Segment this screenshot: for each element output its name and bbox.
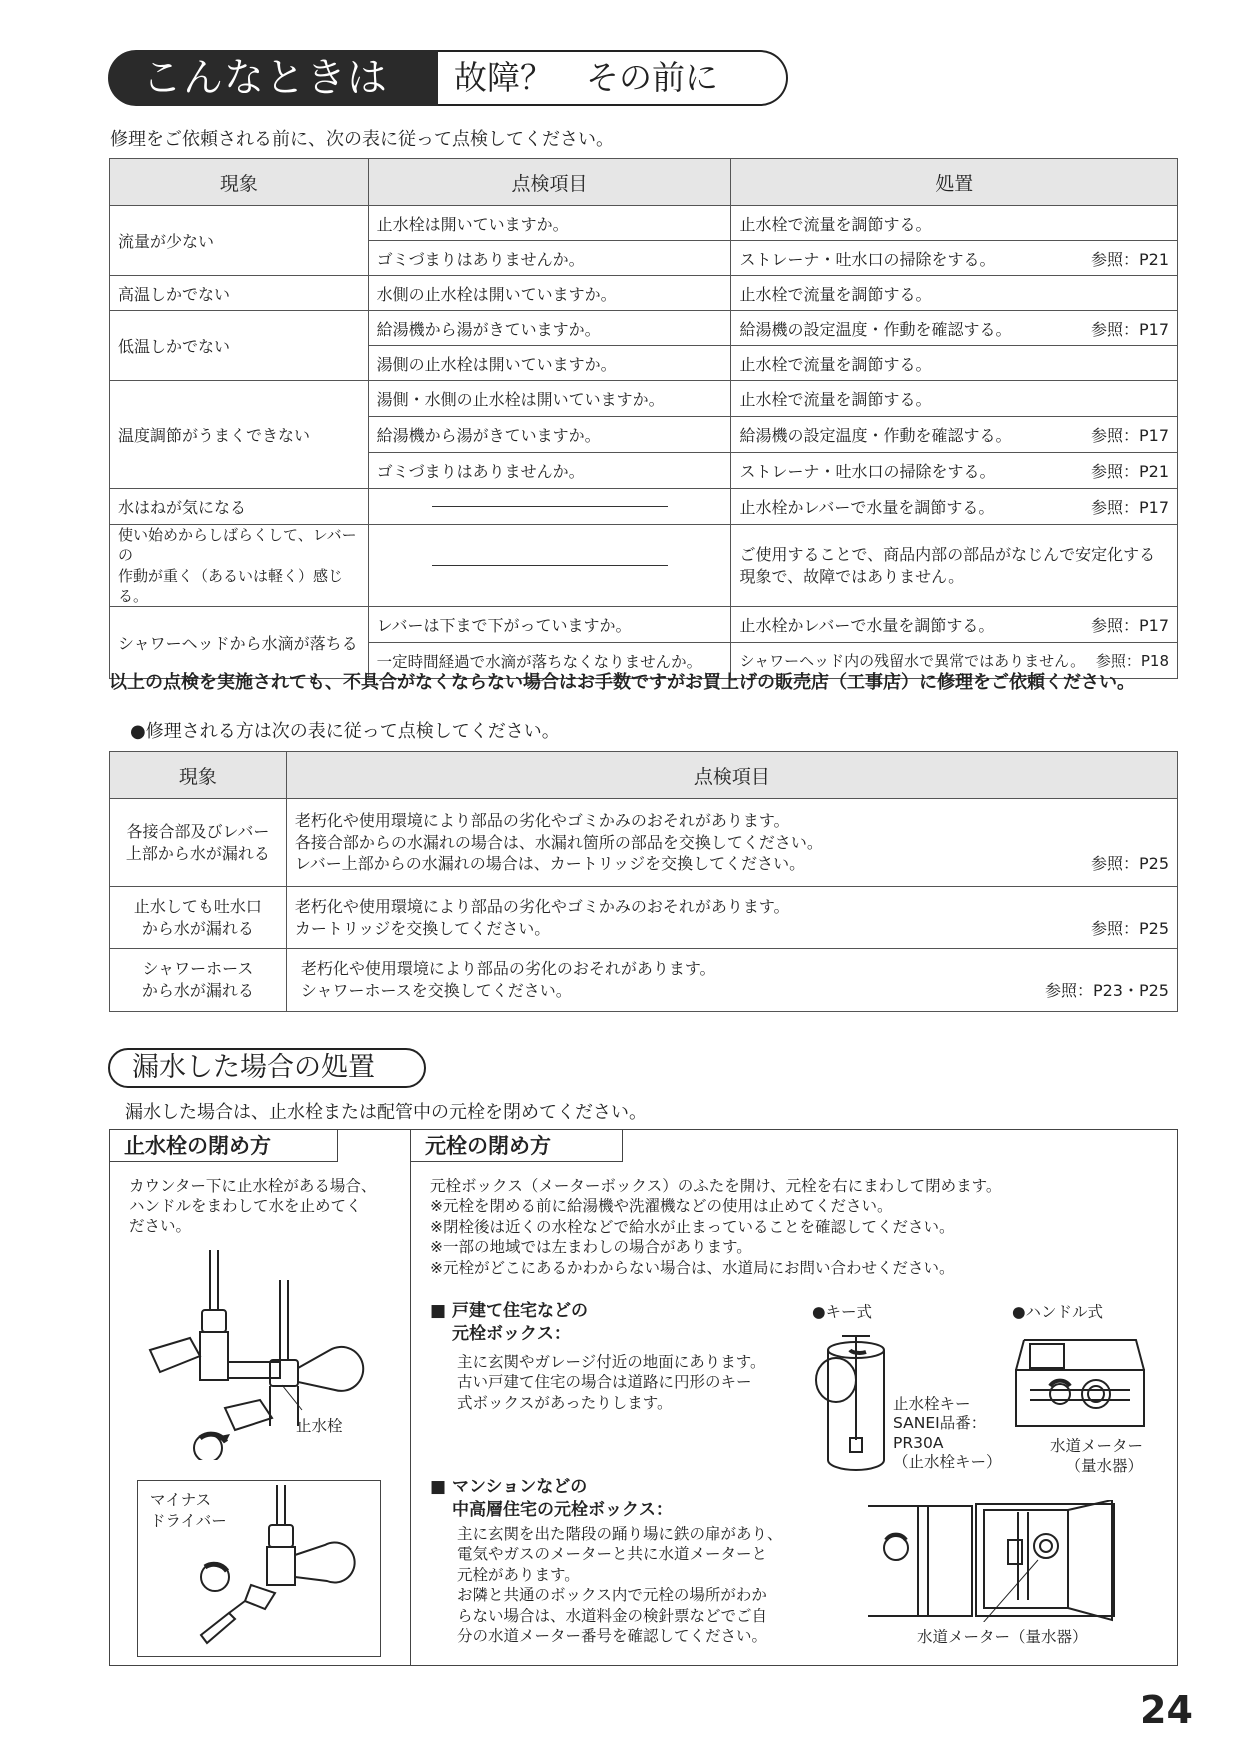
action-cell: シャワーヘッド内の残留水で異常ではありません。 参照：P18 [731, 643, 1178, 679]
stop-valve-illustration [130, 1250, 400, 1460]
action-cell: 止水栓で流量を調節する。 [731, 346, 1178, 381]
table-row [110, 525, 1178, 607]
stop-valve-text: カウンター下に止水栓がある場合、 ハンドルをまわして水を止めてく ださい。 [129, 1177, 377, 1236]
meter-label-bottom: 水道メーター（量水器） [917, 1628, 1088, 1646]
repair-table [109, 751, 1178, 1012]
key-type-label: ●キー式 [812, 1303, 873, 1321]
dash-line [432, 565, 668, 566]
main-valve-text: 元栓ボックス（メーターボックス）のふたを開け、元栓を右にまわして閉めます。 ※元栓を閉める前に給湯機や洗濯機などの使用は止めてください。 ※閉栓後は近くの水栓などで給水が止まっていることを確認してください。 ※一部の地域では左まわしの場合があります。 ※元栓がどこにあるかわからない場合は、水道局にお問い合わせください。 [430, 1177, 1002, 1277]
leak-section-title: 漏水した場合の処置 [108, 1048, 426, 1088]
col-header-check: 点検項目 [368, 159, 731, 206]
mansion-text: 主に玄関を出た階段の踊り場に鉄の扉があり、 電気やガスのメーターと共に水道メーターと 元栓があります。 お隣と共通のボックス内で元栓の場所がわか らない場合は、水道料金の検針票などでご自 分の水道メーター番号を確認してください。 [457, 1525, 783, 1646]
symptom-cell: 使い始めからしばらくして、レバーの 作動が重く（あるいは軽く）感じる。 [110, 525, 369, 607]
title-dark: こんなときは [108, 50, 438, 106]
screwdriver-label: マイナス ドライバー [150, 1491, 227, 1530]
col-header-action: 処置 [731, 159, 1178, 206]
symptom-cell: シャワーホース から水が漏れる [110, 949, 287, 1012]
title-light: 故障？ その前に [438, 50, 788, 106]
symptom-cell: 流量が少ない [110, 206, 369, 276]
check-cell: 老朽化や使用環境により部品の劣化のおそれがあります。 シャワーホースを交換してください。 参照：P23・P25 [286, 949, 1177, 1012]
repair-note: 以上の点検を実施されても、不具合がなくならない場合はお手数ですがお買上げの販売店（工事店）に修理をご依頼ください。 [109, 672, 1135, 693]
table-row [110, 381, 1178, 417]
leak-intro: 漏水した場合は、止水栓または配管中の元栓を閉めてください。 [125, 1102, 647, 1123]
col-header-symptom: 現象 [110, 159, 369, 206]
check-cell: 湯側の止水栓は開いていますか。 [368, 346, 731, 381]
check-cell-empty [368, 525, 731, 607]
mansion-heading: ■ マンションなどの 中高層住宅の元栓ボックス： [430, 1477, 673, 1520]
handle-type-illustration [1010, 1330, 1150, 1430]
mansion-box-illustration [868, 1500, 1128, 1622]
check-cell: 水側の止水栓は開いていますか。 [368, 276, 731, 311]
troubleshoot-table [109, 158, 1178, 679]
stop-valve-label: 止水栓 [296, 1417, 343, 1435]
symptom-cell: 水はねが気になる [110, 489, 369, 525]
table-row [110, 887, 1178, 949]
check-cell-empty [368, 489, 731, 525]
action-cell: 止水栓で流量を調節する。 [731, 381, 1178, 417]
symptom-cell: 止水しても吐水口 から水が漏れる [110, 887, 287, 949]
main-valve-title: 元栓の閉め方 [411, 1130, 623, 1162]
table-row [110, 311, 1178, 346]
symptom-cell: 温度調節がうまくできない [110, 381, 369, 489]
action-cell: ご使用することで、商品内部の部品がなじんで安定化する 現象で、故障ではありません。 [731, 525, 1178, 607]
action-cell: 止水栓かレバーで水量を調節する。 参照：P17 [731, 607, 1178, 643]
action-cell: 止水栓で流量を調節する。 [731, 276, 1178, 311]
check-cell: ゴミづまりはありませんか。 [368, 453, 731, 489]
action-cell: 給湯機の設定温度・作動を確認する。 参照：P17 [731, 417, 1178, 453]
table-row [110, 206, 1178, 241]
symptom-cell: 各接合部及びレバー 上部から水が漏れる [110, 799, 287, 887]
check-cell: 止水栓は開いていますか。 [368, 206, 731, 241]
check-cell: レバーは下まで下がっていますか。 [368, 607, 731, 643]
action-cell: 止水栓で流量を調節する。 [731, 206, 1178, 241]
handle-type-label: ●ハンドル式 [1012, 1303, 1104, 1321]
table-row [110, 607, 1178, 643]
check-cell: 給湯機から湯がきていますか。 [368, 417, 731, 453]
col-header-symptom: 現象 [110, 752, 287, 799]
check-cell: 湯側・水側の止水栓は開いていますか。 [368, 381, 731, 417]
stop-valve-title: 止水栓の閉め方 [110, 1130, 338, 1162]
page-number: 24 [1140, 1688, 1193, 1732]
check-cell: 給湯機から湯がきていますか。 [368, 311, 731, 346]
table-row [110, 276, 1178, 311]
check-cell: 老朽化や使用環境により部品の劣化やゴミかみのおそれがあります。 カートリッジを交換してください。 参照：P25 [286, 887, 1177, 949]
meter-label: 水道メーター （量水器） [1050, 1437, 1144, 1476]
house-heading: ■ 戸建て住宅などの 元栓ボックス： [430, 1301, 588, 1344]
action-cell: ストレーナ・吐水口の掃除をする。 参照：P21 [731, 453, 1178, 489]
action-cell: 給湯機の設定温度・作動を確認する。 参照：P17 [731, 311, 1178, 346]
intro-text: 修理をご依頼される前に、次の表に従って点検してください。 [110, 129, 614, 150]
action-cell: 止水栓かレバーで水量を調節する。 参照：P17 [731, 489, 1178, 525]
action-cell: ストレーナ・吐水口の掃除をする。 参照：P21 [731, 241, 1178, 276]
repair-bullet: ●修理される方は次の表に従って点検してください。 [130, 721, 560, 742]
check-cell: ゴミづまりはありませんか。 [368, 241, 731, 276]
symptom-cell: 低温しかでない [110, 311, 369, 381]
check-cell: 一定時間経過で水滴が落ちなくなりませんか。 [368, 643, 731, 679]
table-row [110, 799, 1178, 887]
box-divider [410, 1129, 411, 1666]
dash-line [432, 506, 668, 507]
key-label: 止水栓キー SANEI品番： PR30A （止水栓キー） [893, 1395, 1002, 1472]
table-row [110, 489, 1178, 525]
screwdriver-illustration [195, 1485, 375, 1650]
check-cell: 老朽化や使用環境により部品の劣化やゴミかみのおそれがあります。 各接合部からの水漏れの場合は、水漏れ箇所の部品を交換してください。 レバー上部からの水漏れの場合は、カートリッジを交換してください。 参照：P25 [286, 799, 1177, 887]
symptom-cell: シャワーヘッドから水滴が落ちる [110, 607, 369, 679]
house-text: 主に玄関やガレージ付近の地面にあります。 古い戸建て住宅の場合は道路に円形のキー 式ボックスがあったりします。 [457, 1353, 766, 1412]
col-header-check: 点検項目 [286, 752, 1177, 799]
symptom-cell: 高温しかでない [110, 276, 369, 311]
table-row [110, 949, 1178, 1012]
